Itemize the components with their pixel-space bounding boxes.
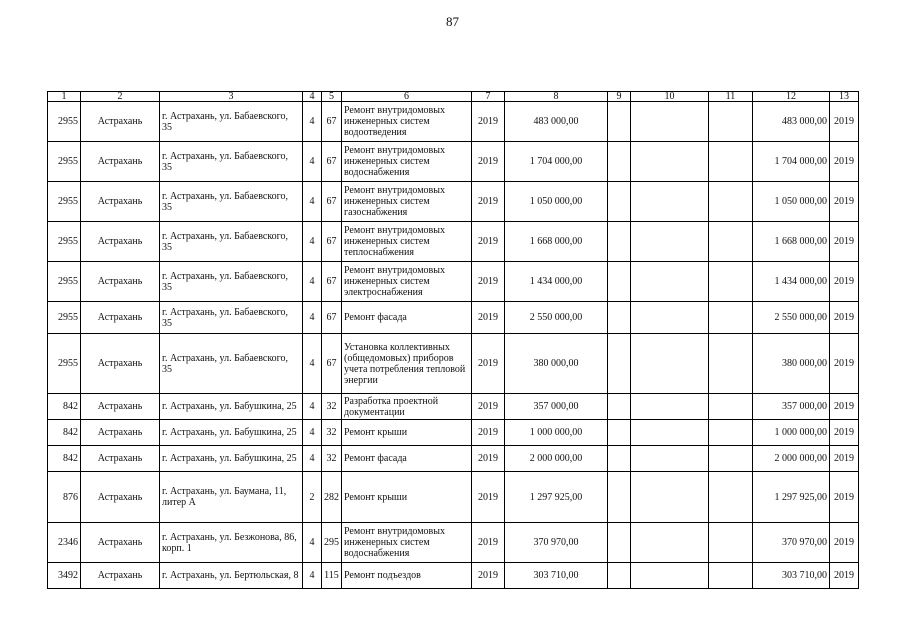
cost-cell: 357 000,00 [505, 394, 608, 420]
total-cost-cell: 380 000,00 [753, 334, 830, 394]
record-id-cell: 2955 [48, 302, 81, 334]
table-row [48, 102, 859, 142]
address-cell: г. Астрахань, ул. Бабаевского, 35 [160, 102, 303, 142]
total-cost-cell: 1 704 000,00 [753, 142, 830, 182]
floors-cell: 4 [303, 182, 322, 222]
year-cell: 2019 [472, 523, 505, 563]
completion-year-cell: 2019 [830, 142, 859, 182]
total-cost-cell: 1 668 000,00 [753, 222, 830, 262]
apartments-cell: 32 [322, 420, 342, 446]
column-header: 9 [608, 92, 631, 102]
column-10-cell [631, 142, 709, 182]
floors-cell: 4 [303, 420, 322, 446]
column-9-cell [608, 334, 631, 394]
apartments-cell: 295 [322, 523, 342, 563]
record-id-cell: 2955 [48, 182, 81, 222]
completion-year-cell: 2019 [830, 262, 859, 302]
table-row [48, 222, 859, 262]
table-row [48, 182, 859, 222]
completion-year-cell: 2019 [830, 334, 859, 394]
column-9-cell [608, 302, 631, 334]
table-row [48, 262, 859, 302]
year-cell: 2019 [472, 302, 505, 334]
city-cell: Астрахань [81, 472, 160, 523]
column-10-cell [631, 182, 709, 222]
year-cell: 2019 [472, 334, 505, 394]
address-cell: г. Астрахань, ул. Бабаевского, 35 [160, 142, 303, 182]
column-10-cell [631, 394, 709, 420]
page-number: 87 [446, 14, 459, 29]
table-row [48, 302, 859, 334]
column-11-cell [709, 182, 753, 222]
total-cost-cell: 483 000,00 [753, 102, 830, 142]
year-cell: 2019 [472, 446, 505, 472]
table-row [48, 523, 859, 563]
total-cost-cell: 303 710,00 [753, 563, 830, 589]
apartments-cell: 32 [322, 446, 342, 472]
apartments-cell: 67 [322, 182, 342, 222]
floors-cell: 4 [303, 222, 322, 262]
table-row [48, 420, 859, 446]
address-cell: г. Астрахань, ул. Бертюльская, 8 [160, 563, 303, 589]
column-10-cell [631, 472, 709, 523]
completion-year-cell: 2019 [830, 182, 859, 222]
column-10-cell [631, 302, 709, 334]
address-cell: г. Астрахань, ул. Баумана, 11, литер А [160, 472, 303, 523]
year-cell: 2019 [472, 563, 505, 589]
apartments-cell: 67 [322, 302, 342, 334]
column-9-cell [608, 420, 631, 446]
column-10-cell [631, 262, 709, 302]
header-row [48, 92, 859, 102]
floors-cell: 4 [303, 142, 322, 182]
table-row [48, 334, 859, 394]
floors-cell: 4 [303, 523, 322, 563]
column-9-cell [608, 394, 631, 420]
column-9-cell [608, 472, 631, 523]
column-9-cell [608, 563, 631, 589]
year-cell: 2019 [472, 142, 505, 182]
table-row [48, 394, 859, 420]
cost-cell: 1 704 000,00 [505, 142, 608, 182]
address-cell: г. Астрахань, ул. Бабаевского, 35 [160, 182, 303, 222]
apartments-cell: 67 [322, 262, 342, 302]
cost-cell: 1 000 000,00 [505, 420, 608, 446]
column-11-cell [709, 420, 753, 446]
total-cost-cell: 357 000,00 [753, 394, 830, 420]
work-type-cell: Ремонт внутридомовых инженерных систем водоснабжения [342, 142, 472, 182]
column-9-cell [608, 523, 631, 563]
column-11-cell [709, 394, 753, 420]
completion-year-cell: 2019 [830, 523, 859, 563]
cost-cell: 370 970,00 [505, 523, 608, 563]
work-type-cell: Ремонт фасада [342, 302, 472, 334]
address-cell: г. Астрахань, ул. Бабаевского, 35 [160, 222, 303, 262]
address-cell: г. Астрахань, ул. Бабаевского, 35 [160, 302, 303, 334]
column-10-cell [631, 420, 709, 446]
address-cell: г. Астрахань, ул. Бабаевского, 35 [160, 334, 303, 394]
city-cell: Астрахань [81, 102, 160, 142]
completion-year-cell: 2019 [830, 563, 859, 589]
city-cell: Астрахань [81, 262, 160, 302]
year-cell: 2019 [472, 420, 505, 446]
column-10-cell [631, 523, 709, 563]
record-id-cell: 2955 [48, 102, 81, 142]
record-id-cell: 2955 [48, 334, 81, 394]
completion-year-cell: 2019 [830, 222, 859, 262]
work-type-cell: Ремонт внутридомовых инженерных систем электроснабжения [342, 262, 472, 302]
work-type-cell: Установка коллективных (общедомовых) приборов учета потребления тепловой энергии [342, 334, 472, 394]
apartments-cell: 67 [322, 334, 342, 394]
table-body [48, 102, 859, 589]
apartments-cell: 67 [322, 142, 342, 182]
city-cell: Астрахань [81, 334, 160, 394]
column-11-cell [709, 262, 753, 302]
year-cell: 2019 [472, 262, 505, 302]
floors-cell: 2 [303, 472, 322, 523]
floors-cell: 4 [303, 302, 322, 334]
cost-cell: 1 297 925,00 [505, 472, 608, 523]
work-type-cell: Разработка проектной документации [342, 394, 472, 420]
cost-cell: 2 550 000,00 [505, 302, 608, 334]
column-9-cell [608, 182, 631, 222]
apartments-cell: 67 [322, 102, 342, 142]
work-type-cell: Ремонт крыши [342, 420, 472, 446]
record-id-cell: 842 [48, 446, 81, 472]
column-header: 10 [631, 92, 709, 102]
completion-year-cell: 2019 [830, 472, 859, 523]
floors-cell: 4 [303, 262, 322, 302]
city-cell: Астрахань [81, 523, 160, 563]
total-cost-cell: 2 000 000,00 [753, 446, 830, 472]
year-cell: 2019 [472, 222, 505, 262]
work-type-cell: Ремонт внутридомовых инженерных систем газоснабжения [342, 182, 472, 222]
column-9-cell [608, 222, 631, 262]
column-header: 1 [48, 92, 81, 102]
city-cell: Астрахань [81, 142, 160, 182]
city-cell: Астрахань [81, 182, 160, 222]
cost-cell: 2 000 000,00 [505, 446, 608, 472]
floors-cell: 4 [303, 334, 322, 394]
table-row [48, 472, 859, 523]
column-11-cell [709, 102, 753, 142]
floors-cell: 4 [303, 446, 322, 472]
column-header: 11 [709, 92, 753, 102]
record-id-cell: 2346 [48, 523, 81, 563]
column-header: 5 [322, 92, 342, 102]
floors-cell: 4 [303, 563, 322, 589]
column-11-cell [709, 563, 753, 589]
total-cost-cell: 370 970,00 [753, 523, 830, 563]
record-id-cell: 2955 [48, 222, 81, 262]
year-cell: 2019 [472, 182, 505, 222]
apartments-cell: 67 [322, 222, 342, 262]
cost-cell: 1 668 000,00 [505, 222, 608, 262]
completion-year-cell: 2019 [830, 302, 859, 334]
record-id-cell: 876 [48, 472, 81, 523]
column-11-cell [709, 302, 753, 334]
record-id-cell: 2955 [48, 142, 81, 182]
cost-cell: 380 000,00 [505, 334, 608, 394]
city-cell: Астрахань [81, 302, 160, 334]
address-cell: г. Астрахань, ул. Бабушкина, 25 [160, 420, 303, 446]
column-header: 6 [342, 92, 472, 102]
address-cell: г. Астрахань, ул. Бабушкина, 25 [160, 394, 303, 420]
record-id-cell: 842 [48, 420, 81, 446]
column-11-cell [709, 222, 753, 262]
record-id-cell: 3492 [48, 563, 81, 589]
column-header: 12 [753, 92, 830, 102]
column-header: 4 [303, 92, 322, 102]
cost-cell: 483 000,00 [505, 102, 608, 142]
city-cell: Астрахань [81, 420, 160, 446]
column-10-cell [631, 102, 709, 142]
city-cell: Астрахань [81, 394, 160, 420]
table-row [48, 142, 859, 182]
column-11-cell [709, 472, 753, 523]
total-cost-cell: 1 050 000,00 [753, 182, 830, 222]
column-11-cell [709, 142, 753, 182]
completion-year-cell: 2019 [830, 446, 859, 472]
work-type-cell: Ремонт внутридомовых инженерных систем теплоснабжения [342, 222, 472, 262]
column-header: 7 [472, 92, 505, 102]
column-9-cell [608, 102, 631, 142]
record-id-cell: 2955 [48, 262, 81, 302]
column-header: 3 [160, 92, 303, 102]
apartments-cell: 32 [322, 394, 342, 420]
city-cell: Астрахань [81, 446, 160, 472]
cost-cell: 303 710,00 [505, 563, 608, 589]
column-10-cell [631, 446, 709, 472]
floors-cell: 4 [303, 394, 322, 420]
completion-year-cell: 2019 [830, 420, 859, 446]
repair-schedule-table [47, 91, 859, 589]
column-header: 2 [81, 92, 160, 102]
year-cell: 2019 [472, 394, 505, 420]
column-9-cell [608, 262, 631, 302]
total-cost-cell: 2 550 000,00 [753, 302, 830, 334]
table-row [48, 563, 859, 589]
work-type-cell: Ремонт подъездов [342, 563, 472, 589]
address-cell: г. Астрахань, ул. Бабаевского, 35 [160, 262, 303, 302]
year-cell: 2019 [472, 472, 505, 523]
cost-cell: 1 050 000,00 [505, 182, 608, 222]
address-cell: г. Астрахань, ул. Бабушкина, 25 [160, 446, 303, 472]
record-id-cell: 842 [48, 394, 81, 420]
work-type-cell: Ремонт внутридомовых инженерных систем водоснабжения [342, 523, 472, 563]
address-cell: г. Астрахань, ул. Безжонова, 86, корп. 1 [160, 523, 303, 563]
completion-year-cell: 2019 [830, 394, 859, 420]
work-type-cell: Ремонт внутридомовых инженерных систем водоотведения [342, 102, 472, 142]
work-type-cell: Ремонт крыши [342, 472, 472, 523]
column-header: 13 [830, 92, 859, 102]
city-cell: Астрахань [81, 222, 160, 262]
total-cost-cell: 1 434 000,00 [753, 262, 830, 302]
column-9-cell [608, 142, 631, 182]
total-cost-cell: 1 297 925,00 [753, 472, 830, 523]
city-cell: Астрахань [81, 563, 160, 589]
column-10-cell [631, 563, 709, 589]
year-cell: 2019 [472, 102, 505, 142]
work-type-cell: Ремонт фасада [342, 446, 472, 472]
floors-cell: 4 [303, 102, 322, 142]
column-11-cell [709, 334, 753, 394]
column-11-cell [709, 446, 753, 472]
table-row [48, 446, 859, 472]
column-10-cell [631, 222, 709, 262]
column-header: 8 [505, 92, 608, 102]
cost-cell: 1 434 000,00 [505, 262, 608, 302]
column-11-cell [709, 523, 753, 563]
column-9-cell [608, 446, 631, 472]
apartments-cell: 115 [322, 563, 342, 589]
column-10-cell [631, 334, 709, 394]
total-cost-cell: 1 000 000,00 [753, 420, 830, 446]
apartments-cell: 282 [322, 472, 342, 523]
completion-year-cell: 2019 [830, 102, 859, 142]
